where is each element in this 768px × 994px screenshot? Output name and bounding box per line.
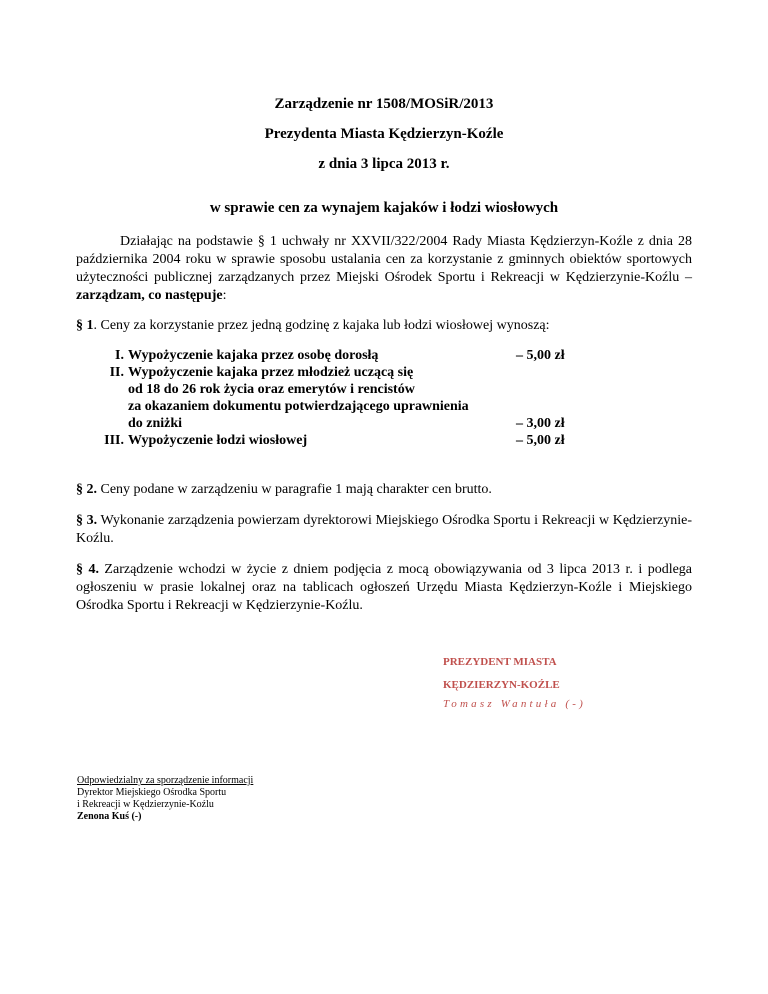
- preamble-end: :: [222, 288, 227, 303]
- price-value: – 5,00 zł: [516, 433, 565, 448]
- price-item-line: Wypożyczenie kajaka przez osobę dorosłą: [128, 348, 379, 363]
- price-item: [92, 364, 692, 432]
- preamble-paragraph: [76, 233, 692, 305]
- section-3: [76, 512, 692, 548]
- responsible-name: Zenona Kuś (-): [77, 811, 142, 822]
- price-value: – 3,00 zł: [516, 416, 565, 431]
- price-list: [92, 347, 692, 449]
- preamble-text: Działając na podstawie § 1 uchwały nr XXVII/322/2004 Rady Miasta Kędzierzyn-Koźle z dnia 28 października 2004 roku w sprawie sposobu ustalania cen za korzystanie z gminnych obiektów sportowych użyteczności publicznej zarządzanych przez Miejski Ośrodek Sportu i Rekreacji w Kędzierzynie-Koźlu –: [76, 234, 692, 285]
- section-1: [76, 317, 692, 335]
- section-3-text: Wykonanie zarządzenia powierzam dyrektorowi Miejskiego Ośrodka Sportu i Rekreacji w Kędzierzynie-Koźlu.: [76, 513, 693, 546]
- responsible-line: Dyrektor Miejskiego Ośrodka Sportu: [77, 787, 227, 798]
- preamble-bold: zarządzam, co następuje: [76, 288, 223, 303]
- price-item-line: Wypożyczenie łodzi wiosłowej: [128, 433, 308, 448]
- section-1-text: . Ceny za korzystanie przez jedną godzinę z kajaka lub łodzi wiosłowej wynoszą:: [93, 318, 550, 333]
- responsible-line: i Rekreacji w Kędzierzynie-Koźlu: [77, 799, 214, 810]
- date-line: z dnia 3 lipca 2013 r.: [318, 156, 450, 172]
- responsible-block: [77, 775, 253, 823]
- issuer-line: Prezydenta Miasta Kędzierzyn-Koźle: [264, 126, 504, 142]
- signature-city: KĘDZIERZYN-KOŹLE: [443, 679, 560, 691]
- price-item-line: do zniżki: [128, 416, 183, 431]
- subject-line: w sprawie cen za wynajem kajaków i łodzi wiosłowych: [209, 200, 559, 216]
- section-2: [76, 481, 692, 499]
- document-title: Zarządzenie nr 1508/MOSiR/2013: [274, 96, 494, 112]
- price-item-number: I.: [115, 348, 124, 363]
- responsible-heading: Odpowiedzialny za sporządzenie informacji: [77, 775, 254, 786]
- price-item-line: od 18 do 26 rok życia oraz emerytów i rencistów: [128, 382, 415, 397]
- price-item: [92, 347, 692, 364]
- section-1-label: § 1: [76, 318, 94, 333]
- section-4-label: § 4.: [76, 562, 99, 577]
- price-item-number: II.: [109, 365, 124, 380]
- section-4-text: Zarządzenie wchodzi w życie z dniem podjęcia z mocą obowiązywania od 3 lipca 2013 r. i podlega ogłoszeniu w prasie lokalnej oraz na tablicach ogłoszeń Urzędu Miasta Kędzierzyn-Koźle i Miejskiego Ośrodka Sportu i Rekreacji w Kędzierzynie-Koźlu.: [76, 562, 693, 613]
- section-2-label: § 2.: [76, 482, 97, 497]
- price-item-line: Wypożyczenie kajaka przez młodzież uczącą się: [128, 365, 414, 380]
- section-2-text: Ceny podane w zarządzeniu w paragrafie 1 mają charakter cen brutto.: [97, 482, 492, 497]
- price-item: [92, 432, 692, 449]
- price-value: – 5,00 zł: [516, 348, 565, 363]
- price-item-number: III.: [104, 433, 124, 448]
- signature-title: PREZYDENT MIASTA: [443, 656, 557, 668]
- price-item-line: za okazaniem dokumentu potwierdzającego uprawnienia: [128, 399, 469, 414]
- section-3-label: § 3.: [76, 513, 98, 528]
- signature-name: Tomasz Wantuła (-): [443, 698, 586, 710]
- section-4: [76, 561, 692, 615]
